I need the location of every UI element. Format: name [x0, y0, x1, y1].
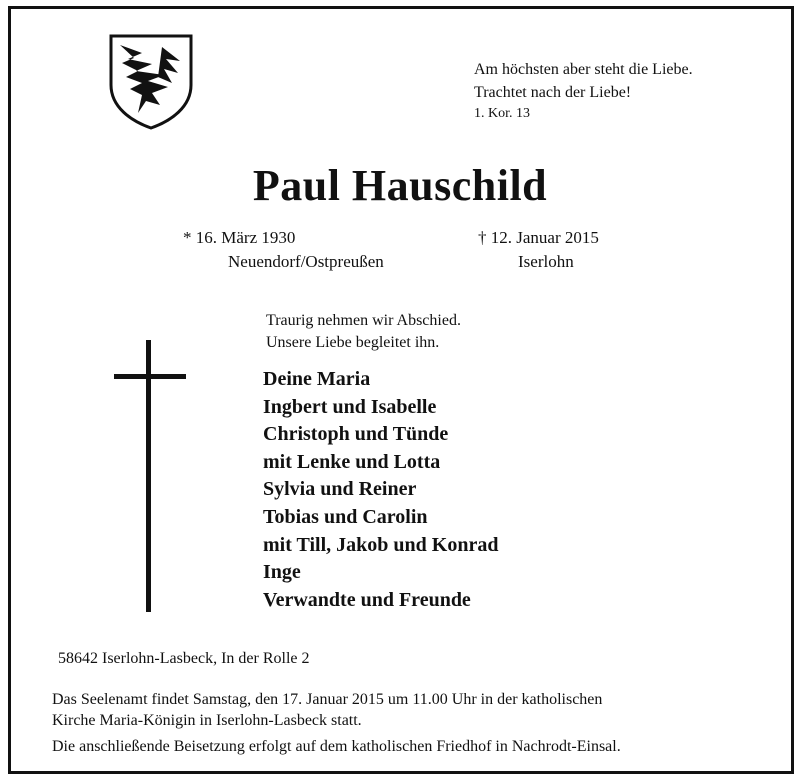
farewell-text — [266, 310, 461, 354]
mourner-line: Christoph und Tünde — [263, 423, 449, 446]
coat-of-arms-icon — [108, 33, 194, 130]
mourner-line: Ingbert und Isabelle — [263, 395, 437, 418]
service-notice — [52, 689, 602, 731]
mourner-line: Tobias und Carolin — [263, 505, 428, 528]
mourners-list — [263, 366, 498, 614]
mourner-line: Deine Maria — [263, 368, 371, 390]
death-place: Iserlohn — [518, 252, 574, 271]
death-date: † 12. Januar 2015 — [478, 228, 599, 247]
mourner-line: Sylvia und Reiner — [263, 478, 417, 501]
family-address: 58642 Iserlohn-Lasbeck, In der Rolle 2 — [58, 650, 310, 667]
quote-reference: 1. Kor. 13 — [474, 106, 530, 121]
mourner-line: mit Till, Jakob und Konrad — [263, 533, 499, 556]
cross-icon — [114, 340, 186, 612]
service-line-2: Kirche Maria-Königin in Iserlohn-Lasbeck statt. — [52, 712, 362, 729]
burial-notice: Die anschließende Beisetzung erfolgt auf dem katholischen Friedhof in Nachrodt-Einsal. — [52, 738, 621, 755]
mourner-line: mit Lenke und Lotta — [263, 450, 441, 473]
service-line-1: Das Seelenamt findet Samstag, den 17. Januar 2015 um 11.00 Uhr in der katholischen — [52, 691, 603, 708]
farewell-line-1: Traurig nehmen wir Abschied. — [266, 312, 461, 329]
mourner-line: Inge — [263, 561, 301, 584]
deceased-name: Paul Hauschild — [252, 161, 548, 210]
quote-line-1: Am höchsten aber steht die Liebe. — [474, 61, 693, 78]
mourner-line: Verwandte und Freunde — [263, 588, 471, 611]
birth-date: * 16. März 1930 — [183, 228, 296, 247]
bible-quote — [474, 58, 693, 124]
birth-place: Neuendorf/Ostpreußen — [228, 252, 384, 271]
quote-line-2: Trachtet nach der Liebe! — [474, 84, 632, 101]
farewell-line-2: Unsere Liebe begleitet ihn. — [266, 334, 440, 351]
